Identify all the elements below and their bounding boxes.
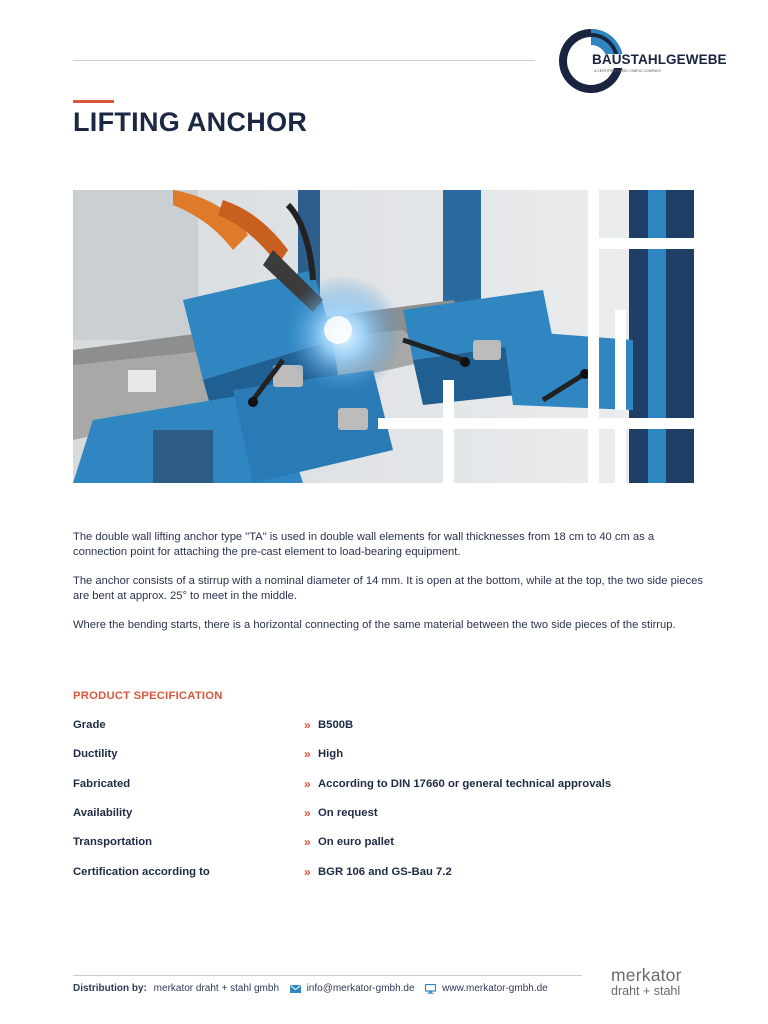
spec-label: Availability: [73, 807, 133, 819]
spec-marker: »: [304, 865, 311, 879]
spec-row-transportation: [73, 836, 713, 852]
footer-rule: [73, 975, 582, 976]
spec-label: Certification according to: [73, 866, 210, 878]
logo-text: BAUSTAHLGEWEBE: [592, 52, 727, 67]
description-paragraph: The double wall lifting anchor type "TA" is used in double wall elements for wall thicknesses from 18 cm to 40 cm as a connection point for attaching the pre-cast element to load-bearing equipment.: [73, 531, 655, 558]
spec-value: High: [318, 748, 344, 760]
spec-label: Grade: [73, 719, 106, 731]
title-accent-bar: [73, 100, 114, 103]
spec-row-availability: [73, 807, 713, 823]
company-name: merkator draht + stahl gmbh: [153, 983, 280, 994]
spec-marker: »: [304, 747, 311, 761]
spec-row-grade: [73, 719, 713, 735]
brand-sub: draht + stahl: [611, 984, 681, 998]
header-rule: [73, 60, 535, 61]
spec-label: Fabricated: [73, 778, 131, 790]
website-link[interactable]: www.merkator-gmbh.de: [442, 983, 548, 994]
spec-value: According to DIN 17660 or general technical approvals: [318, 778, 612, 790]
spec-marker: »: [304, 718, 311, 732]
spec-value: B500B: [318, 719, 354, 731]
spec-label: Transportation: [73, 836, 153, 848]
page-title: LIFTING ANCHOR: [73, 107, 308, 137]
spec-marker: »: [304, 806, 311, 820]
spec-row-ductility: [73, 748, 713, 764]
hero-image: [73, 190, 694, 483]
brand-name: merkator: [611, 965, 682, 985]
description-paragraph: The anchor consists of a stirrup with a nominal diameter of 14 mm. It is open at the bottom, while at the top, the two side pieces are bent at approx. 25° to meet in the middle.: [73, 575, 703, 602]
baustahlgewebe-logo: [556, 26, 746, 96]
description-paragraph: Where the bending starts, there is a horizontal connecting of the same material between the two side pieces of the stirrup.: [73, 619, 676, 631]
spec-row-fabricated: [73, 778, 713, 794]
spec-value: BGR 106 and GS-Bau 7.2: [318, 866, 452, 878]
spec-value: On euro pallet: [318, 836, 394, 848]
spec-marker: »: [304, 777, 311, 791]
spec-label: Ductility: [73, 748, 118, 760]
monitor-icon: [425, 984, 436, 994]
envelope-icon: [290, 985, 301, 993]
logo-tagline: A CERTIFIED STEEL FABRIC COMPANY: [594, 69, 662, 73]
spec-row-certification: [73, 866, 713, 882]
spec-marker: »: [304, 835, 311, 849]
merkator-logo: [611, 966, 682, 998]
email-link[interactable]: info@merkator-gmbh.de: [306, 983, 415, 994]
spec-heading: PRODUCT SPECIFICATION: [73, 690, 223, 702]
footer-distribution: [73, 983, 548, 997]
welding-robot-photo-icon: [73, 190, 694, 483]
distribution-label: Distribution by:: [73, 983, 147, 994]
spec-value: On request: [318, 807, 378, 819]
